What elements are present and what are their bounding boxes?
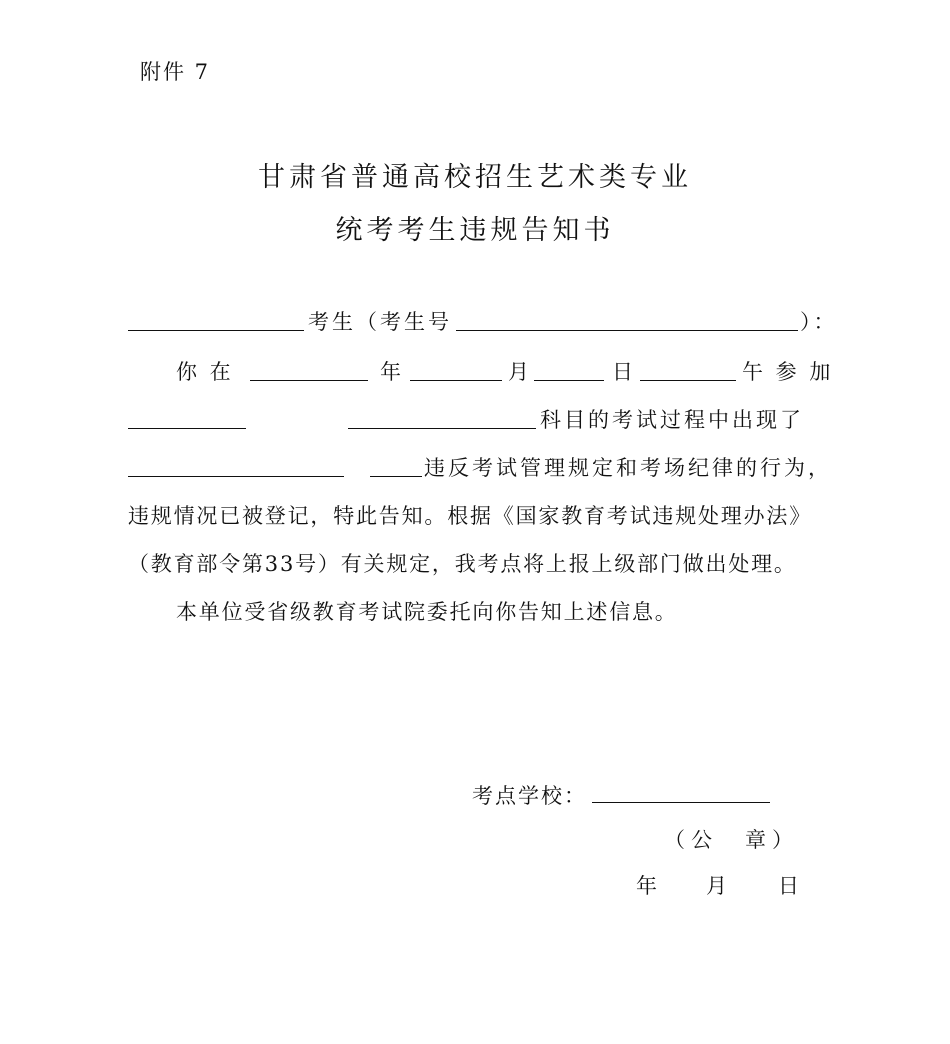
- sign-day-label: 日: [778, 874, 802, 898]
- day-blank: [534, 380, 604, 381]
- attachment-label: 附件 7: [140, 60, 211, 84]
- paragraph-line-5: 违规情况已被登记，特此告知。根据《国家教育考试违规处理办法》: [128, 504, 812, 528]
- you-at-label: 你 在: [176, 360, 234, 384]
- seal-label: （公 章）: [664, 828, 799, 852]
- year-label: 年: [380, 360, 404, 384]
- name-blank: [128, 330, 304, 331]
- noon-label: 午 参 加: [742, 360, 834, 384]
- year-blank: [250, 380, 368, 381]
- subject-text: 科目的考试过程中出现了: [540, 408, 804, 432]
- month-blank: [410, 380, 502, 381]
- sign-year-label: 年: [636, 874, 660, 898]
- violation-text: 违反考试管理规定和考场纪律的行为，: [424, 456, 832, 480]
- title-line-1: 甘肃省普通高校招生艺术类专业: [258, 162, 692, 193]
- paragraph-line-6: （教育部令第33号）有关规定，我考点将上报上级部门做出处理。: [128, 552, 797, 576]
- candidate-label: 考生（考生号: [308, 310, 452, 334]
- candidate-close: ）：: [800, 310, 838, 334]
- title-line-2: 统考考生违规告知书: [335, 215, 615, 246]
- day-label: 日: [612, 360, 636, 384]
- violation-blank-2: [370, 476, 422, 477]
- exam-name-blank: [128, 428, 246, 429]
- school-blank: [592, 802, 770, 803]
- candidate-number-blank: [456, 330, 798, 331]
- noon-blank: [640, 380, 736, 381]
- month-label: 月: [508, 360, 532, 384]
- violation-blank: [128, 476, 344, 477]
- sign-month-label: 月: [706, 874, 730, 898]
- paragraph-line-7: 本单位受省级教育考试院委托向你告知上述信息。: [176, 600, 678, 624]
- subject-blank: [348, 428, 536, 429]
- school-label: 考点学校：: [472, 784, 587, 808]
